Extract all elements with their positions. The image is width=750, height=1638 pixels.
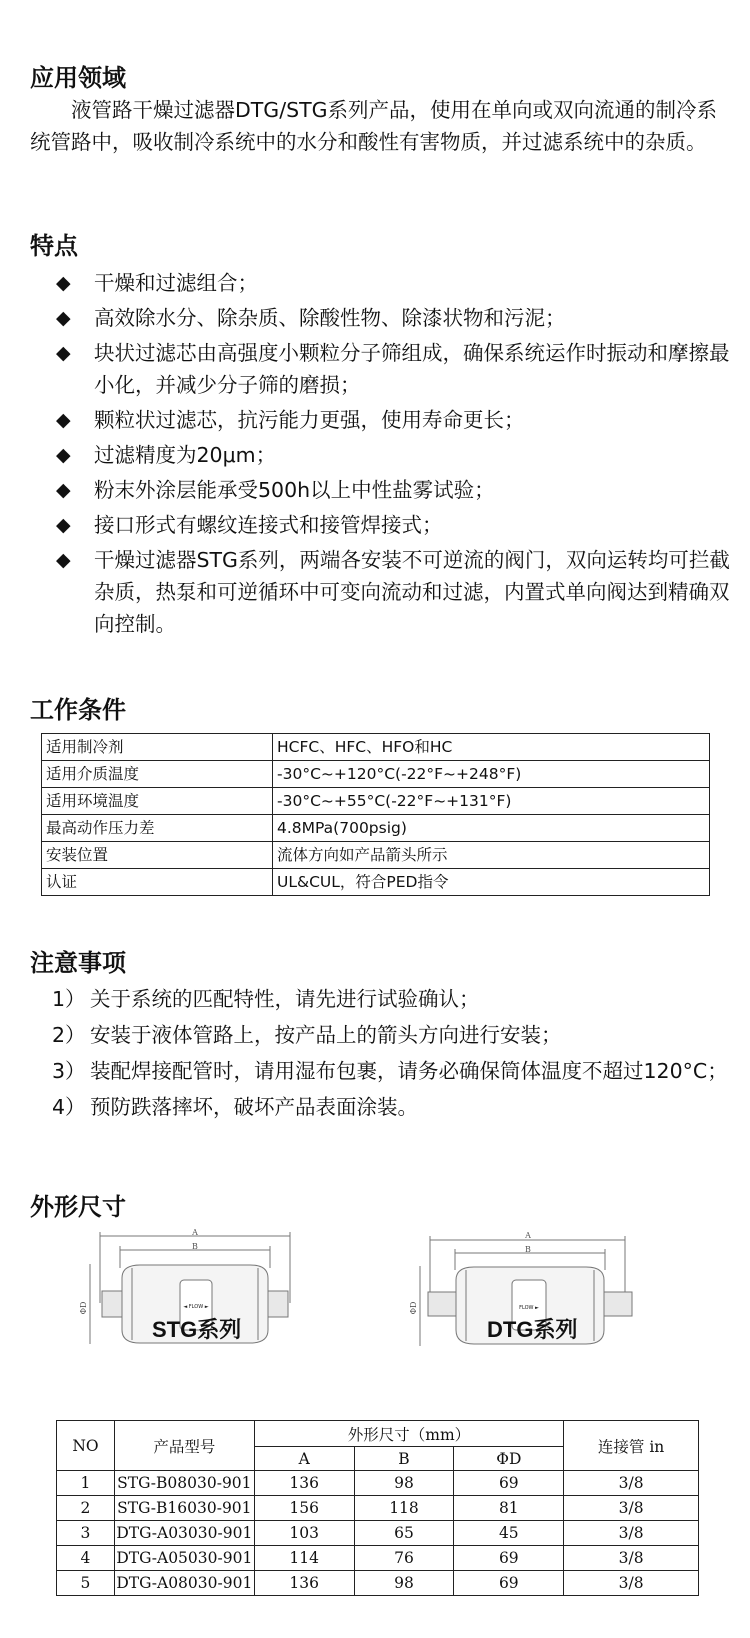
dim-b-label: B <box>525 1245 531 1254</box>
dim-d-label: ΦD <box>409 1301 418 1315</box>
col-no: NO <box>57 1421 115 1471</box>
feature-item: ◆ 过滤精度为20μm； <box>30 439 730 471</box>
dtg-filter-drawing <box>400 1228 670 1368</box>
conditions-table <box>41 733 710 896</box>
feature-item: ◆ 颗粒状过滤芯，抗污能力更强，使用寿命更长； <box>30 404 730 436</box>
table-row: 4 DTG-A05030-901 114 76 69 3/8 <box>57 1546 699 1571</box>
diamond-bullet-icon: ◆ <box>56 549 71 571</box>
dim-b-label: B <box>192 1242 198 1251</box>
list-item: 2） 安装于液体管路上，按产品上的箭头方向进行安装； <box>52 1023 562 1047</box>
list-item: 4） 预防跌落摔坏，破坏产品表面涂装。 <box>52 1095 418 1119</box>
table-row: 适用制冷剂 HCFC、HFC、HFO和HC <box>42 734 710 761</box>
flow-arrow-icon: ◄ FLOW ► <box>183 1304 209 1310</box>
feature-item: ◆ 块状过滤芯由高强度小颗粒分子筛组成，确保系统运作时振动和摩擦最小化，并减少分子筛的磨损； <box>30 337 730 401</box>
feature-item: ◆ 高效除水分、除杂质、除酸性物、除漆状物和污泥； <box>30 302 730 334</box>
table-row: 2 STG-B16030-901 156 118 81 3/8 <box>57 1496 699 1521</box>
table-row: 5 DTG-A08030-901 136 98 69 3/8 <box>57 1571 699 1596</box>
col-connection: 连接管 in <box>564 1421 699 1471</box>
features-list <box>30 267 730 643</box>
stg-filter-drawing <box>70 1228 340 1368</box>
table-row: 1 STG-B08030-901 136 98 69 3/8 <box>57 1471 699 1496</box>
application-title: 应用领域 <box>30 64 126 92</box>
table-row: 认证 UL&CUL，符合PED指令 <box>42 869 710 896</box>
application-body: 液管路干燥过滤器DTG/STG系列产品，使用在单向或双向流通的制冷系统管路中，吸收制冷系统中的水分和酸性有害物质，并过滤系统中的杂质。 <box>30 98 718 154</box>
feature-item: ◆ 接口形式有螺纹连接式和接管焊接式； <box>30 509 730 541</box>
feature-item: ◆ 干燥过滤器STG系列，两端各安装不可逆流的阀门，双向运转均可拦截杂质，热泵和可逆循环中可变向流动和过滤，内置式单向阀达到精确双向控制。 <box>30 544 730 640</box>
table-row: 适用介质温度 -30°C~+120°C(-22°F~+248°F) <box>42 761 710 788</box>
list-item: 1） 关于系统的匹配特性，请先进行试验确认； <box>52 987 480 1011</box>
table-row: 3 DTG-A03030-901 103 65 45 3/8 <box>57 1521 699 1546</box>
stg-series-label: STG系列 <box>152 1317 242 1342</box>
list-item: 3） 装配焊接配管时，请用湿布包裹，请务必确保筒体温度不超过120°C； <box>52 1059 728 1083</box>
notes-title: 注意事项 <box>30 949 126 977</box>
diamond-bullet-icon: ◆ <box>56 514 71 536</box>
flow-arrow-icon: FLOW ► <box>519 1305 539 1311</box>
feature-item: ◆ 粉末外涂层能承受500h以上中性盐雾试验； <box>30 474 730 506</box>
features-title: 特点 <box>30 232 78 260</box>
table-row: 安装位置 流体方向如产品箭头所示 <box>42 842 710 869</box>
feature-item: ◆ 干燥和过滤组合； <box>30 267 730 299</box>
diamond-bullet-icon: ◆ <box>56 342 71 364</box>
dimensions-title: 外形尺寸 <box>30 1193 126 1221</box>
col-b: B <box>354 1447 454 1471</box>
dim-a-label: A <box>192 1228 198 1237</box>
dim-d-label: ΦD <box>79 1301 88 1315</box>
dtg-series-label: DTG系列 <box>487 1317 578 1342</box>
diamond-bullet-icon: ◆ <box>56 272 71 294</box>
table-row: 最高动作压力差 4.8MPa(700psig) <box>42 815 710 842</box>
diamond-bullet-icon: ◆ <box>56 479 71 501</box>
conditions-title: 工作条件 <box>30 696 126 724</box>
dim-a-label: A <box>525 1231 531 1240</box>
col-size: 外形尺寸（mm） <box>254 1421 563 1447</box>
col-model: 产品型号 <box>114 1421 254 1471</box>
table-row: 适用环境温度 -30°C~+55°C(-22°F~+131°F) <box>42 788 710 815</box>
dimensions-table <box>56 1420 699 1596</box>
diamond-bullet-icon: ◆ <box>56 444 71 466</box>
col-a: A <box>254 1447 354 1471</box>
diamond-bullet-icon: ◆ <box>56 307 71 329</box>
col-d: ΦD <box>454 1447 564 1471</box>
notes-list <box>30 983 730 1127</box>
diamond-bullet-icon: ◆ <box>56 409 71 431</box>
